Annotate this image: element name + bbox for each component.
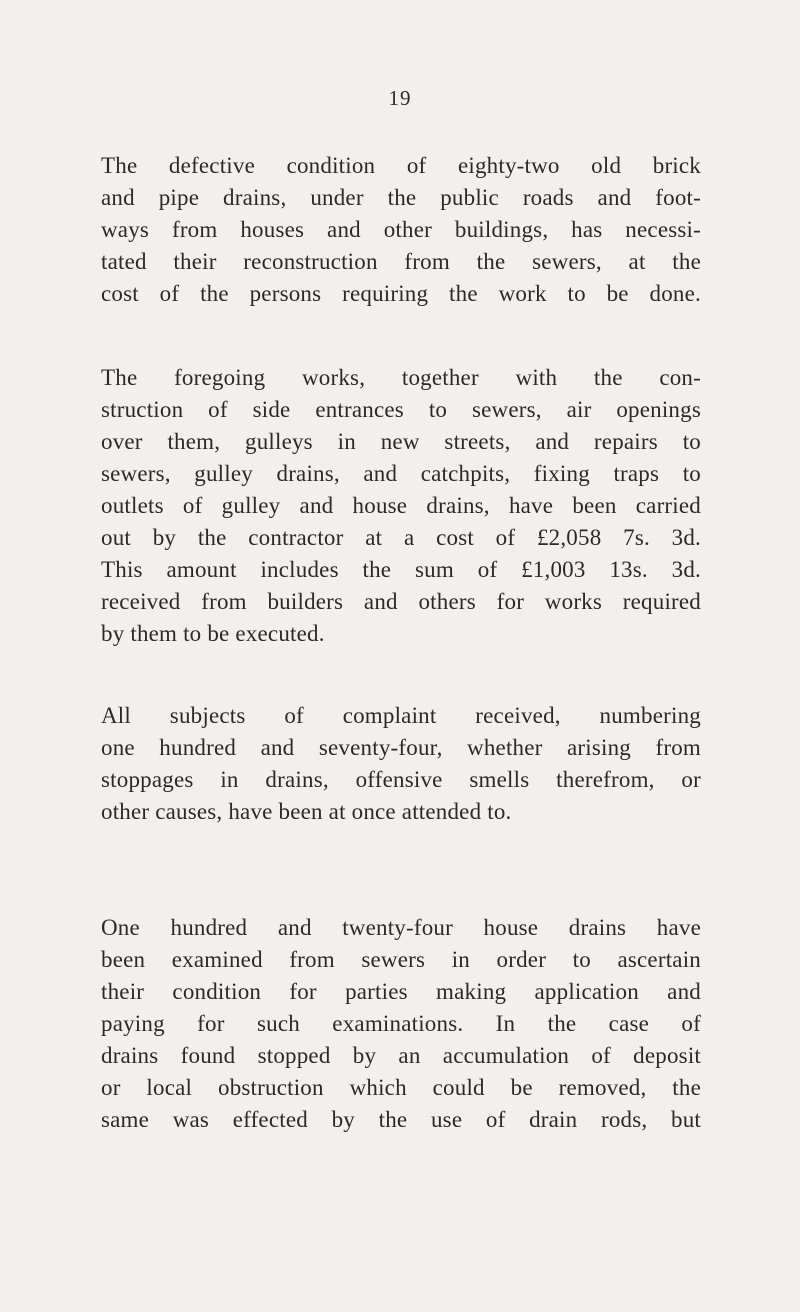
text-line: stoppages in drains, offensive smells therefrom, or bbox=[101, 767, 701, 792]
text-line: over them, gulleys in new streets, and repairs to bbox=[101, 429, 701, 454]
text-line: drains found stopped by an accumulation of deposit bbox=[101, 1043, 701, 1068]
text-line: The defective condition of eighty-two old brick bbox=[101, 153, 701, 178]
text-line: other causes, have been at once attended to. bbox=[101, 799, 512, 824]
text-line: outlets of gulley and house drains, have been carried bbox=[101, 493, 701, 518]
text-line: one hundred and seventy-four, whether arising from bbox=[101, 735, 701, 760]
text-line: or local obstruction which could be removed, the bbox=[101, 1075, 701, 1100]
text-line: ways from houses and other buildings, has necessi- bbox=[101, 217, 701, 242]
text-line: cost of the persons requiring the work to be done. bbox=[101, 281, 701, 306]
text-line: their condition for parties making application and bbox=[101, 979, 701, 1004]
text-line: sewers, gulley drains, and catchpits, fixing traps to bbox=[101, 461, 701, 486]
paragraph-house-drains-examined bbox=[101, 912, 701, 1136]
text-line: This amount includes the sum of £1,003 13s. 3d. bbox=[101, 557, 701, 582]
text-line: same was effected by the use of drain rods, but bbox=[101, 1107, 701, 1132]
text-line: by them to be executed. bbox=[101, 621, 325, 646]
text-line: All subjects of complaint received, numbering bbox=[101, 703, 701, 728]
text-line: One hundred and twenty-four house drains have bbox=[101, 915, 701, 940]
text-line: tated their reconstruction from the sewers, at the bbox=[101, 249, 701, 274]
text-line: and pipe drains, under the public roads and foot- bbox=[101, 185, 701, 210]
text-line: out by the contractor at a cost of £2,058 7s. 3d. bbox=[101, 525, 701, 550]
paragraph-foregoing-works bbox=[101, 362, 701, 650]
text-line: been examined from sewers in order to ascertain bbox=[101, 947, 701, 972]
page-number: 19 bbox=[388, 86, 412, 110]
text-line: received from builders and others for works required bbox=[101, 589, 701, 614]
text-line: The foregoing works, together with the con- bbox=[101, 365, 701, 390]
paragraph-drain-reconstruction bbox=[101, 150, 701, 310]
text-line: paying for such examinations. In the case of bbox=[101, 1011, 701, 1036]
paragraph-complaints bbox=[101, 700, 701, 828]
text-line: struction of side entrances to sewers, air openings bbox=[101, 397, 701, 422]
